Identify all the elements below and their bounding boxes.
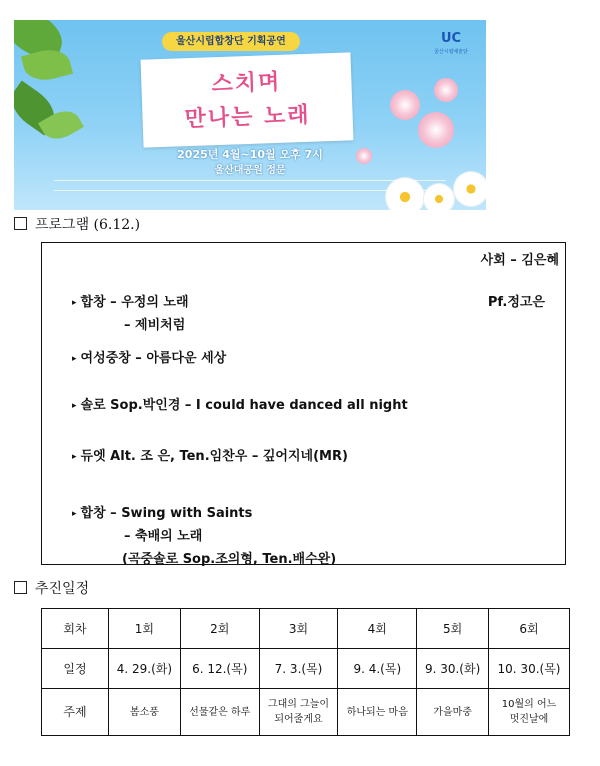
table-cell: 10. 30.(목) (489, 649, 570, 689)
theme-line: 가을마중 (433, 706, 472, 718)
table-cell: 4회 (338, 609, 417, 649)
logo-subtitle: 울산시립예술단 (434, 49, 468, 55)
table-cell: 1회 (109, 609, 181, 649)
banner-title-line2: 만나는 노래 (184, 102, 311, 133)
bullet-triangle-icon: ▸ (72, 298, 77, 308)
program-item (72, 445, 348, 464)
table-cell: 5회 (417, 609, 489, 649)
theme-line: 하나되는 마음 (346, 706, 408, 718)
table-cell: 6회 (489, 609, 570, 649)
program-item-sub: – 제비처럼 (124, 318, 186, 333)
banner-schedule-strip (54, 180, 446, 181)
table-cell (109, 689, 181, 736)
table-cell: 2회 (180, 609, 259, 649)
pianist-label: Pf.정고은 (487, 295, 545, 310)
checkbox-square-icon (14, 217, 27, 230)
table-cell: 3회 (259, 609, 338, 649)
theme-line: 봄소풍 (129, 706, 159, 718)
program-item-sub: – 축배의 노래 (124, 529, 203, 544)
schedule-table (41, 608, 570, 736)
bullet-triangle-icon: ▸ (72, 354, 77, 364)
daisy-decoration (454, 172, 486, 206)
banner-title-line1: 스치며 (211, 69, 282, 98)
theme-line: 되어줄게요 (274, 714, 323, 725)
table-cell (180, 689, 259, 736)
program-item (72, 502, 252, 521)
table-row (42, 609, 570, 649)
table-cell: 9. 30.(화) (417, 649, 489, 689)
program-box (41, 242, 566, 565)
blossom-decoration (418, 112, 454, 148)
host-line: 사회 – 김은혜 (480, 253, 559, 268)
blossom-decoration (434, 78, 458, 102)
program-item-main: 듀엣 Alt. 조 은, Ten.임찬우 – 깊어지네(MR) (80, 449, 348, 464)
banner-place: 울산대공원 정문 (214, 165, 286, 176)
schedule-heading (14, 578, 89, 598)
table-cell: 6. 12.(목) (180, 649, 259, 689)
title-paper (141, 52, 354, 147)
bullet-triangle-icon: ▸ (72, 401, 77, 411)
bullet-triangle-icon: ▸ (72, 509, 77, 519)
daisy-decoration (386, 178, 424, 210)
daisy-decoration (424, 184, 454, 210)
program-item-main: 솔로 Sop.박인경 – I could have danced all night (80, 398, 408, 413)
row-label: 일정 (42, 649, 109, 689)
table-row (42, 649, 570, 689)
blossom-decoration (390, 90, 420, 120)
schedule-heading-text: 추진일정 (35, 581, 90, 597)
program-item-main: 합창 – 우정의 노래 (80, 295, 189, 310)
table-cell (417, 689, 489, 736)
theme-line: 선물같은 하루 (189, 706, 251, 718)
theme-line: 멋진날에 (509, 714, 549, 725)
banner-date: 2025년 4월~10월 오후 7시 (177, 148, 323, 161)
banner-schedule-strip (54, 190, 446, 191)
table-cell (259, 689, 338, 736)
program-heading (14, 214, 140, 234)
theme-line: 그대의 그늘이 (267, 699, 330, 710)
checkbox-square-icon (14, 581, 27, 594)
program-item-main: 여성중창 – 아름다운 세상 (80, 351, 227, 366)
theme-line: 10월의 어느 (501, 699, 557, 710)
table-cell (489, 689, 570, 736)
logo-mark: UC (440, 31, 462, 46)
concert-banner (14, 20, 486, 210)
table-cell: 4. 29.(화) (109, 649, 181, 689)
table-cell: 7. 3.(목) (259, 649, 338, 689)
program-item-main: 합창 – Swing with Saints (80, 506, 253, 521)
program-item-soloists: (곡중솔로 Sop.조의형, Ten.배수완) (122, 552, 337, 567)
bullet-triangle-icon: ▸ (72, 452, 77, 462)
program-item (72, 347, 226, 366)
program-item (72, 394, 408, 413)
row-label: 주제 (42, 689, 109, 736)
row-label: 회차 (42, 609, 109, 649)
table-cell: 9. 4.(목) (338, 649, 417, 689)
organizer-logo (434, 30, 468, 64)
program-heading-text: 프로그램 (6.12.) (35, 217, 141, 233)
program-item (72, 291, 189, 310)
table-row (42, 689, 570, 736)
banner-pill: 울산시립합창단 기획공연 (162, 32, 300, 51)
table-cell (338, 689, 417, 736)
